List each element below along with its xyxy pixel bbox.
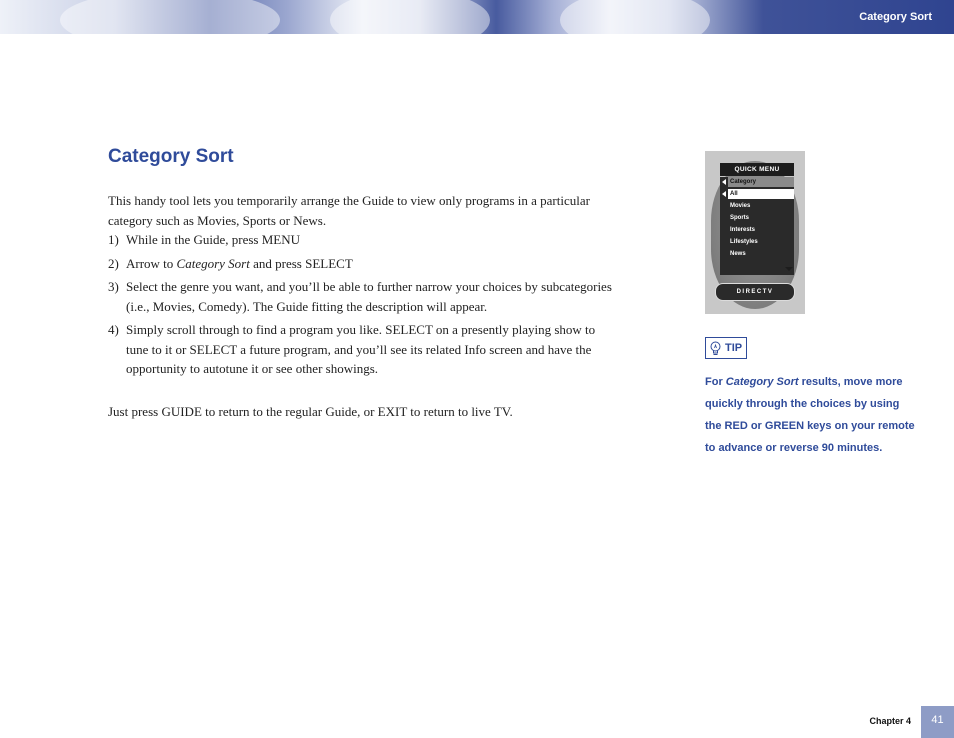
list-item <box>108 320 618 379</box>
header-swoosh <box>60 0 280 34</box>
lightbulb-icon <box>709 341 722 356</box>
quick-menu-item: All <box>728 189 794 199</box>
quick-menu-item: Movies <box>730 203 751 209</box>
step-text: While in the Guide, press MENU <box>126 232 301 247</box>
quick-menu-item: Interests <box>730 227 756 233</box>
step-number: 3) <box>108 279 119 294</box>
arrow-left-icon <box>722 179 726 185</box>
quick-menu-item: Lifestyles <box>730 239 758 245</box>
tip-badge <box>705 337 747 359</box>
header-swoosh <box>330 0 490 34</box>
header-title: Category Sort <box>859 11 932 23</box>
hand-pointer-icon <box>722 191 726 197</box>
step-number: 4) <box>108 322 119 337</box>
quick-menu-category-row: Category <box>728 177 794 187</box>
step-number: 2) <box>108 255 119 271</box>
step-text-pre: Arrow to <box>126 255 177 271</box>
list-item <box>108 230 618 250</box>
tip-text-pre: For <box>705 376 726 388</box>
directv-logo: DIRECTV <box>715 283 795 301</box>
page-title: Category Sort <box>108 146 234 167</box>
quick-menu-panel <box>720 177 794 275</box>
scroll-down-icon <box>785 267 793 271</box>
tip-text <box>705 371 915 459</box>
page-number: 41 <box>921 706 954 738</box>
header-band <box>0 0 954 34</box>
step-text: Select the genre you want, and you’ll be able to further narrow your choices by subcategories (i.e., Movies, Comedy). The Guide fitting the description will appear. <box>126 279 612 314</box>
quick-menu-item: News <box>730 251 746 257</box>
chapter-label: Chapter 4 <box>869 716 911 726</box>
tip-label: TIP <box>725 342 743 354</box>
tip-text-post: results, move more quickly through the choices by using the RED or GREEN keys on your remote to advance or reverse 90 minutes. <box>705 376 915 454</box>
step-text: Simply scroll through to find a program you like. SELECT on a presently playing show to tune to it or SELECT a future program, and you’ll see its related Info screen and have the opportunity to autotune it or see other showings. <box>126 322 596 376</box>
step-text-emphasis: Category Sort <box>176 255 250 271</box>
steps-list <box>108 230 618 379</box>
intro-paragraph: This handy tool lets you temporarily arrange the Guide to view only programs in a particular category such as Movies, Sports or News. <box>108 193 590 228</box>
tip-text-emphasis: Category Sort <box>725 376 799 388</box>
list-item <box>108 277 618 316</box>
quick-menu-screenshot <box>705 151 805 314</box>
closing-paragraph: Just press GUIDE to return to the regular Guide, or EXIT to return to live TV. <box>108 403 513 419</box>
header-swoosh <box>560 0 710 34</box>
step-text-post: and press SELECT <box>249 255 353 271</box>
body-text <box>108 191 618 421</box>
list-item <box>108 254 618 274</box>
quick-menu-item: Sports <box>730 215 750 221</box>
step-number: 1) <box>108 232 119 247</box>
quick-menu-title: QUICK MENU <box>720 163 794 176</box>
